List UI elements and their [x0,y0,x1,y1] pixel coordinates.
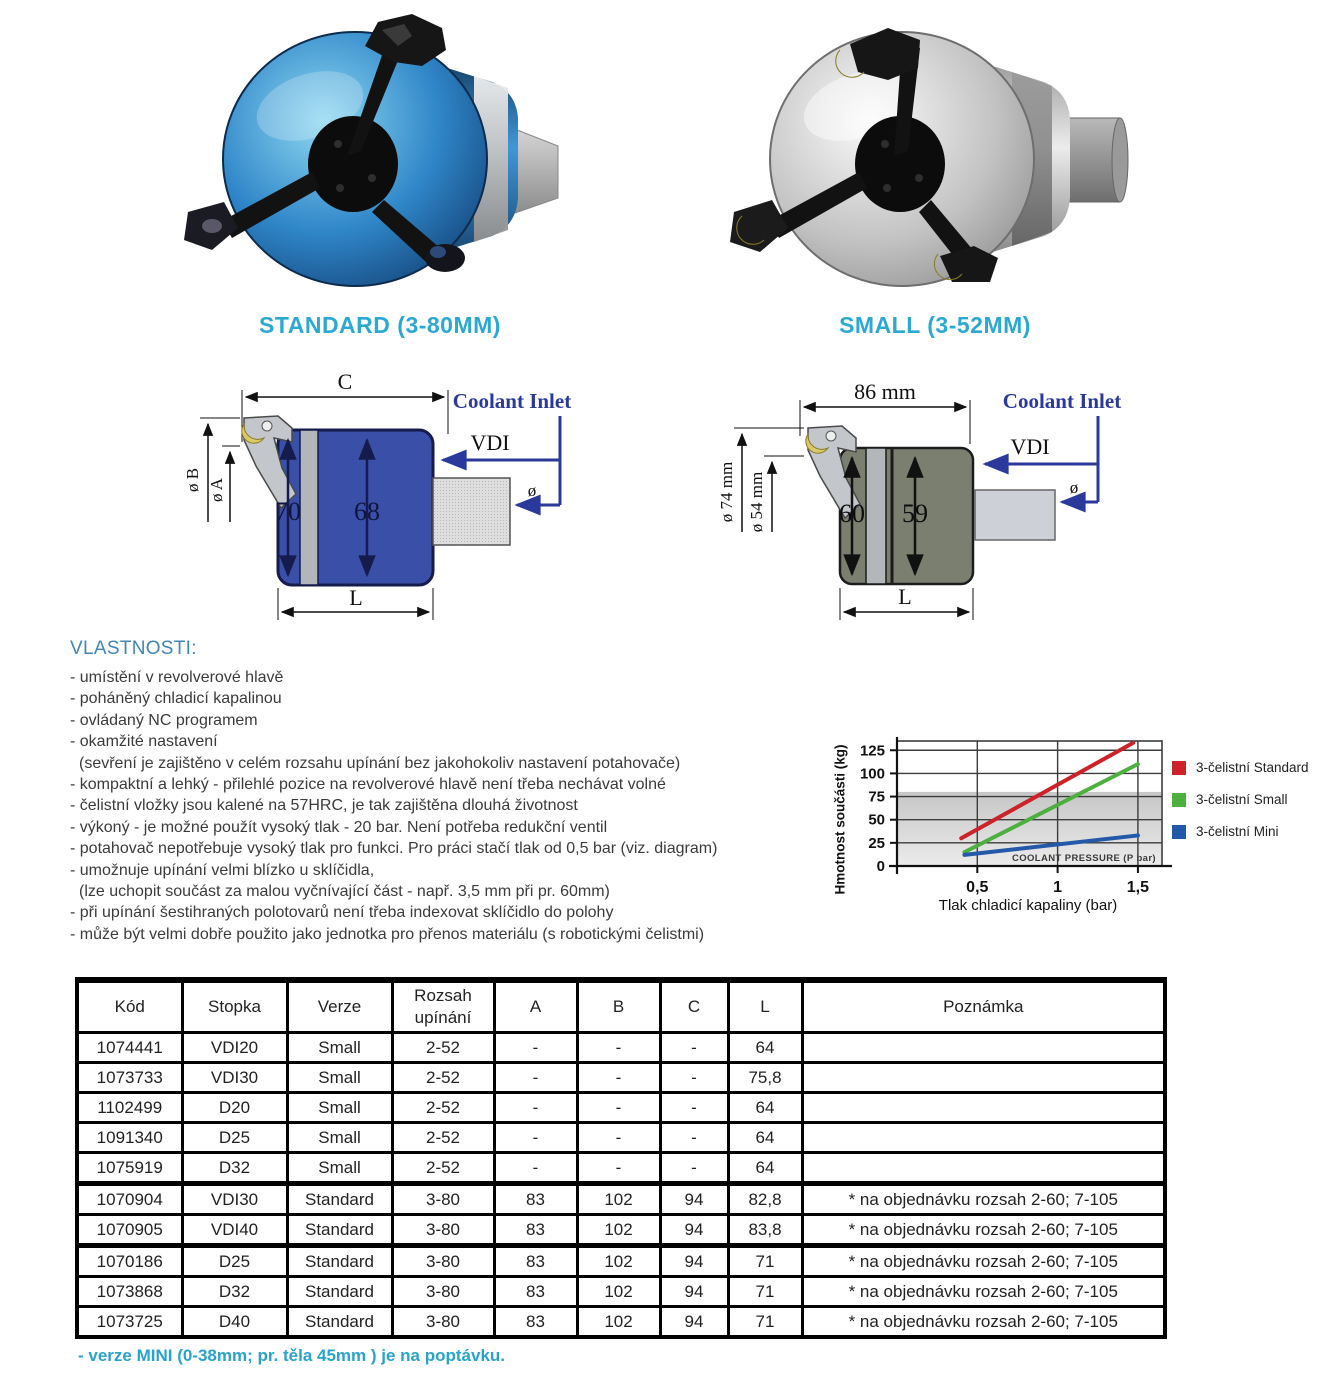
table-cell: 75,8 [728,1063,802,1093]
table-cell: - [577,1033,660,1063]
standard-dimension-diagram [160,372,640,637]
table-cell: - [577,1153,660,1184]
table-cell: - [660,1093,728,1123]
product-photo-standard [160,6,600,306]
feature-item: - potahovač nepotřebuje vysoký tlak pro funkci. Pro práci stačí tlak od 0,5 bar (viz. diagram) [70,840,718,858]
table-cell: D25 [182,1123,287,1153]
table-cell: - [660,1033,728,1063]
table-cell: 102 [577,1184,660,1215]
table-cell [802,1093,1165,1123]
y-tick-label: 25 [868,834,885,852]
dia-74-label: ø 74 mm [717,461,736,523]
table-cell: D40 [182,1307,287,1338]
table-cell: 64 [728,1033,802,1063]
table-cell: 1102499 [77,1093,182,1123]
tool-shank [433,478,510,545]
feature-item: - kompaktní a lehký - přilehlé pozice na revolverové hlavě není třeba nechávat volné [70,776,666,794]
table-cell: 71 [728,1277,802,1307]
table-row [77,1063,1165,1093]
table-cell: - [494,1033,577,1063]
dia-symbol: ø [1069,478,1079,497]
table-cell: 64 [728,1093,802,1123]
dim-68-label: 68 [354,497,380,526]
table-header-row [77,980,1165,1033]
table-row [77,1033,1165,1063]
legend-label: 3-čelistní Small [1196,792,1288,807]
table-cell: 82,8 [728,1184,802,1215]
table-cell: Small [287,1153,392,1184]
feature-item: - umožnuje upínání velmi blízko u sklíčidla, [70,861,375,879]
legend-label: 3-čelistní Standard [1196,760,1309,775]
table-cell: 1074441 [77,1033,182,1063]
column-header: C [660,980,728,1033]
y-tick-label: 100 [859,765,885,783]
table-cell: * na objednávku rozsah 2-60; 7-105 [802,1277,1165,1307]
legend-label: 3-čelistní Mini [1196,824,1279,839]
table-cell: - [660,1123,728,1153]
legend-item [1172,760,1309,775]
table-cell: 102 [577,1215,660,1246]
table-cell: 1070905 [77,1215,182,1246]
table-cell: - [577,1063,660,1093]
table-cell: 3-80 [392,1277,494,1307]
body-stripe [300,430,318,585]
column-header: Poznámka [802,980,1165,1033]
table-row [77,1277,1165,1307]
dia-B-label: ø B [183,467,202,493]
table-cell: 64 [728,1153,802,1184]
feature-item: - výkoný - je možné použít vysoký tlak - 20 bar. Není potřeba redukční ventil [70,818,608,836]
table-row [77,1307,1165,1338]
dim-L-label: L [349,585,363,610]
product-photo-small [712,6,1152,306]
table-cell: VDI30 [182,1063,287,1093]
dim-diaB [183,418,240,522]
column-header: L [728,980,802,1033]
feature-item: - ovládaný NC programem [70,711,258,729]
dim-C-label: C [337,372,353,394]
table-cell: 1073725 [77,1307,182,1338]
table-cell: 83 [494,1307,577,1338]
mini-version-note: - verze MINI (0-38mm; pr. těla 45mm ) je na poptávku. [78,1346,506,1365]
features-heading: VLASTNOSTI: [70,638,197,659]
table-cell: 3-80 [392,1184,494,1215]
vdi-label: VDI [1010,434,1050,459]
table-cell: 3-80 [392,1307,494,1338]
table-cell: 71 [728,1246,802,1277]
y-tick-label: 50 [868,811,885,829]
column-header: B [577,980,660,1033]
table-cell: VDI30 [182,1184,287,1215]
table-row [77,1215,1165,1246]
table-row [77,1153,1165,1184]
table-cell: 83 [494,1184,577,1215]
table-cell: 2-52 [392,1123,494,1153]
small-title: SMALL (3-52MM) [839,312,1031,338]
table-cell: - [494,1063,577,1093]
table-cell: 94 [660,1246,728,1277]
y-tick-label: 125 [859,742,885,760]
features-section [70,638,850,945]
table-cell: Small [287,1093,392,1123]
dia-A-label: ø A [207,477,226,503]
y-tick-label: 0 [876,858,885,875]
chart-y-axis-label: Hmotnost součásti (kg) [832,744,848,895]
feature-item: - poháněný chladicí kapalinou [70,690,282,708]
table-cell: 83 [494,1277,577,1307]
table-cell: D25 [182,1246,287,1277]
legend-swatch [1172,825,1186,839]
table-cell: VDI20 [182,1033,287,1063]
coolant-inlet-label: Coolant Inlet [452,389,572,413]
table-row [77,1246,1165,1277]
table-cell: - [577,1093,660,1123]
table-cell [802,1033,1165,1063]
features-list [70,667,850,945]
legend-swatch [1172,793,1186,807]
tool-shank [975,490,1055,540]
table-cell: D20 [182,1093,287,1123]
table-row [77,1123,1165,1153]
table-cell [802,1123,1165,1153]
table-cell [802,1153,1165,1184]
column-header: Rozsah upínání [392,980,494,1033]
dia-symbol: ø [527,481,537,500]
dim-dia54 [747,456,804,532]
table-cell: 2-52 [392,1153,494,1184]
dim-59-label: 59 [902,499,928,528]
x-tick-label: 1,5 [1126,879,1150,896]
coolant-inlet [985,389,1121,502]
table-cell: 1070904 [77,1184,182,1215]
table-cell: 102 [577,1246,660,1277]
feature-item: - okamžité nastavení [70,733,218,751]
table-cell: 1075919 [77,1153,182,1184]
chart-x-axis-label: Tlak chladicí kapaliny (bar) [938,897,1118,914]
table-cell: Standard [287,1184,392,1215]
table-cell: 94 [660,1215,728,1246]
dim-L [840,584,973,620]
column-header: Verze [287,980,392,1033]
table-cell: * na objednávku rozsah 2-60; 7-105 [802,1246,1165,1277]
dim-86mm-label: 86 mm [854,379,916,404]
table-cell: 1091340 [77,1123,182,1153]
table-cell: 1073733 [77,1063,182,1093]
table-cell: 1070186 [77,1246,182,1277]
table-cell: 71 [728,1307,802,1338]
table-cell: 102 [577,1307,660,1338]
pressure-weight-chart [828,728,1340,933]
table-cell: 1073868 [77,1277,182,1307]
table-cell: * na objednávku rozsah 2-60; 7-105 [802,1307,1165,1338]
table-cell: 83 [494,1215,577,1246]
y-tick-label: 75 [868,788,885,806]
table-cell: 94 [660,1184,728,1215]
table-cell: VDI40 [182,1215,287,1246]
table-cell: 83,8 [728,1215,802,1246]
coolant-pressure-inner-label: COOLANT PRESSURE (P bar) [1011,853,1156,864]
table-cell: Small [287,1063,392,1093]
table-cell: Small [287,1123,392,1153]
feature-item: (sevření je zajištěno v celém rozsahu upínání bez jakohokoliv nastavení potahovače) [79,754,681,772]
table-cell: 2-52 [392,1063,494,1093]
dia-54-label: ø 54 mm [747,471,766,533]
table-cell: * na objednávku rozsah 2-60; 7-105 [802,1215,1165,1246]
table-cell: D32 [182,1277,287,1307]
table-cell: - [577,1123,660,1153]
table-cell: 2-52 [392,1033,494,1063]
small-dimension-diagram [700,372,1180,637]
feature-item: - umístění v revolverové hlavě [70,669,284,686]
x-tick-label: 0,5 [966,879,989,896]
table-cell: 83 [494,1246,577,1277]
dim-60-label: 60 [839,499,865,528]
table-cell: 64 [728,1123,802,1153]
table-cell: - [494,1093,577,1123]
table-cell: 94 [660,1307,728,1338]
vdi-label: VDI [470,430,510,455]
coolant-inlet-label: Coolant Inlet [1002,389,1122,413]
body-stripe [866,448,886,584]
table-cell: 94 [660,1277,728,1307]
standard-title: STANDARD (3-80MM) [259,312,501,338]
dim-diaA [207,446,240,522]
legend-item [1172,824,1309,839]
table-cell: 3-80 [392,1246,494,1277]
table-cell: 102 [577,1277,660,1307]
table-cell [802,1063,1165,1093]
feature-item: - může být velmi dobře použito jako jednotka pro přenos materiálu (s robotickými čelistmi) [70,925,705,943]
table-cell: Standard [287,1215,392,1246]
table-row [77,1184,1165,1215]
table-cell: Standard [287,1307,392,1338]
table-cell: - [494,1123,577,1153]
feature-item: (lze uchopit součást za malou vyčnívající část - např. 3,5 mm při pr. 60mm) [79,883,610,901]
feature-item: - čelistní vložky jsou kalené na 57HRC, je tak zajištěna dlouhá životnost [70,797,578,815]
table-cell: - [660,1063,728,1093]
legend-item [1172,792,1309,807]
table-cell: Small [287,1033,392,1063]
dim-70-label: 70 [275,497,301,526]
column-header: Kód [77,980,182,1033]
chart-legend [1172,760,1309,856]
dim-L [278,585,433,620]
table-cell: Standard [287,1277,392,1307]
feature-item: - při upínání šestihraných polotovarů není třeba indexovat sklíčidlo do polohy [70,904,614,922]
table-cell: 3-80 [392,1215,494,1246]
table-cell: 2-52 [392,1093,494,1123]
table-cell: Standard [287,1246,392,1277]
table-cell: - [494,1153,577,1184]
table-row [77,1093,1165,1123]
dim-L-label: L [898,584,912,609]
x-tick-label: 1 [1053,879,1063,896]
table-cell: - [660,1153,728,1184]
table-cell: D32 [182,1153,287,1184]
column-header: Stopka [182,980,287,1033]
legend-swatch [1172,761,1186,775]
column-header: A [494,980,577,1033]
table-cell: * na objednávku rozsah 2-60; 7-105 [802,1184,1165,1215]
spec-table [75,977,1167,1339]
